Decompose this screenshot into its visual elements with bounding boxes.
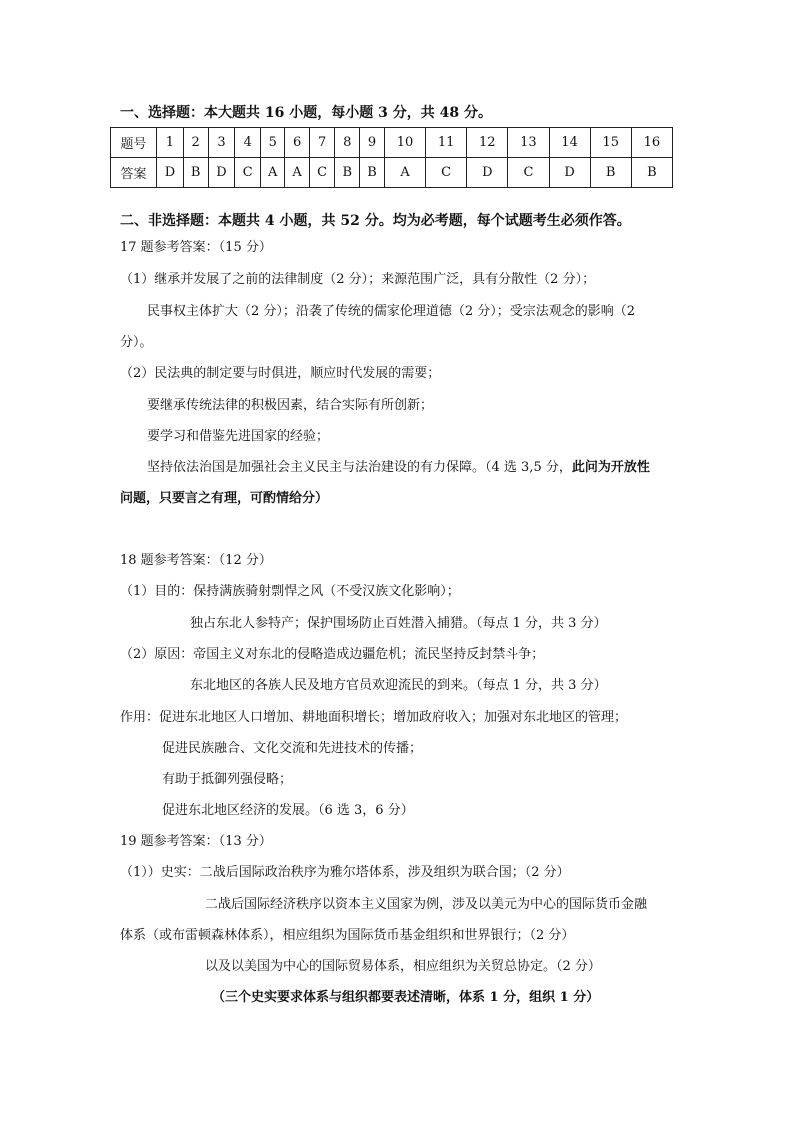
answer-cell: C xyxy=(235,158,261,188)
number-cell: 15 xyxy=(590,128,631,158)
q17-para-6 xyxy=(147,459,650,477)
answer-table xyxy=(110,127,673,188)
q17-para-6-note: 此问为开放性 xyxy=(571,460,650,475)
q18-para-1: （1）目的：保持满族骑射剽悍之风（不受汉族文化影响）； xyxy=(120,584,460,599)
table-row-numbers xyxy=(111,128,673,158)
number-cell: 11 xyxy=(426,128,467,158)
q18-para-6: 促进民族融合、文化交流和先进技术的传播； xyxy=(162,741,423,756)
q18-para-3: （2）原因：帝国主义对东北的侵略造成边疆危机；流民坚持反封禁斗争； xyxy=(120,647,545,662)
section2-heading: 二、非选择题：本题共 4 小题，共 52 分。均为必考题，每个试题考生必须作答。 xyxy=(120,213,631,229)
q18-para-5: 作用：促进东北地区人口增加、耕地面积增长；增加政府收入；加强对东北地区的管理； xyxy=(120,710,628,725)
q17-para-1: （1）继承并发展了之前的法律制度（2 分）；来源范围广泛，具有分散性（2 分）； xyxy=(120,272,596,287)
answer-cell: A xyxy=(261,158,285,188)
q19-title: 19 题参考答案：（13 分） xyxy=(120,834,272,849)
number-cell: 6 xyxy=(285,128,309,158)
q19-para-4: 以及以美国为中心的国际贸易体系，相应组织为关贸总协定。（2 分） xyxy=(205,959,601,974)
number-cell: 16 xyxy=(631,128,672,158)
number-cell: 7 xyxy=(309,128,335,158)
number-cell: 14 xyxy=(549,128,590,158)
q19-para-5: （三个史实要求体系与组织都要表述清晰，体系 1 分，组织 1 分） xyxy=(212,990,600,1005)
q19-para-3: 体系（或布雷顿森林体系），相应组织为国际货币基金组织和世界银行；（2 分） xyxy=(120,928,575,943)
q18-para-2: 独占东北人参特产；保护围场防止百姓潜入捕猎。（每点 1 分，共 3 分） xyxy=(190,616,607,631)
q17-title: 17 题参考答案：（15 分） xyxy=(120,240,272,255)
q19-para-2: 二战后国际经济秩序以资本主义国家为例，涉及以美元为中心的国际货币金融 xyxy=(205,897,648,912)
answer-cell: C xyxy=(309,158,335,188)
answer-cell: B xyxy=(631,158,672,188)
answer-cell: D xyxy=(467,158,508,188)
q19-para-1: （1））史实：二战后国际政治秩序为雅尔塔体系，涉及组织为联合国；（2 分） xyxy=(120,865,570,880)
q18-para-7: 有助于抵御列强侵略； xyxy=(162,772,293,787)
number-cell: 12 xyxy=(467,128,508,158)
answer-cell: B xyxy=(590,158,631,188)
q17-para-2: 民事权主体扩大（2 分）；沿袭了传统的儒家伦理道德（2 分）；受宗法观念的影响（2 xyxy=(147,304,636,319)
answer-cell: B xyxy=(183,158,208,188)
q17-para-5: 要学习和借鉴先进国家的经验； xyxy=(147,429,330,444)
answer-cell: B xyxy=(360,158,385,188)
row-label-answer: 答案 xyxy=(111,158,157,188)
number-cell: 3 xyxy=(208,128,235,158)
q17-para-4: 要继承传统法律的积极因素，结合实际有所创新； xyxy=(147,398,434,413)
answer-cell: D xyxy=(208,158,235,188)
number-cell: 8 xyxy=(335,128,360,158)
number-cell: 2 xyxy=(183,128,208,158)
number-cell: 4 xyxy=(235,128,261,158)
number-cell: 5 xyxy=(261,128,285,158)
q18-para-8: 促进东北地区经济的发展。（6 选 3，6 分） xyxy=(162,803,414,818)
answer-cell: D xyxy=(549,158,590,188)
number-cell: 13 xyxy=(508,128,549,158)
answer-cell: C xyxy=(508,158,549,188)
q17-para-3: （2）民法典的制定要与时俱进，顺应时代发展的需要； xyxy=(120,366,441,381)
section1-heading: 一、选择题：本大题共 16 小题，每小题 3 分，共 48 分。 xyxy=(120,105,492,121)
answer-cell: A xyxy=(285,158,309,188)
table-row-answers xyxy=(111,158,673,188)
q17-para-6b: 问题，只要言之有理，可酌情给分） xyxy=(120,491,329,506)
number-cell: 1 xyxy=(157,128,184,158)
answer-cell: C xyxy=(426,158,467,188)
q17-para-6-text: 坚持依法治国是加强社会主义民主与法治建设的有力保障。（4 选 3,5 分， xyxy=(147,460,572,475)
answer-cell: D xyxy=(157,158,184,188)
row-label-number: 题号 xyxy=(111,128,157,158)
q18-title: 18 题参考答案：（12 分） xyxy=(120,553,272,568)
q18-para-4: 东北地区的各族人民及地方官员欢迎流民的到来。（每点 1 分，共 3 分） xyxy=(190,678,607,693)
q17-para-2b: 分）。 xyxy=(120,335,153,350)
answer-cell: B xyxy=(335,158,360,188)
number-cell: 10 xyxy=(384,128,425,158)
answer-cell: A xyxy=(384,158,425,188)
number-cell: 9 xyxy=(360,128,385,158)
